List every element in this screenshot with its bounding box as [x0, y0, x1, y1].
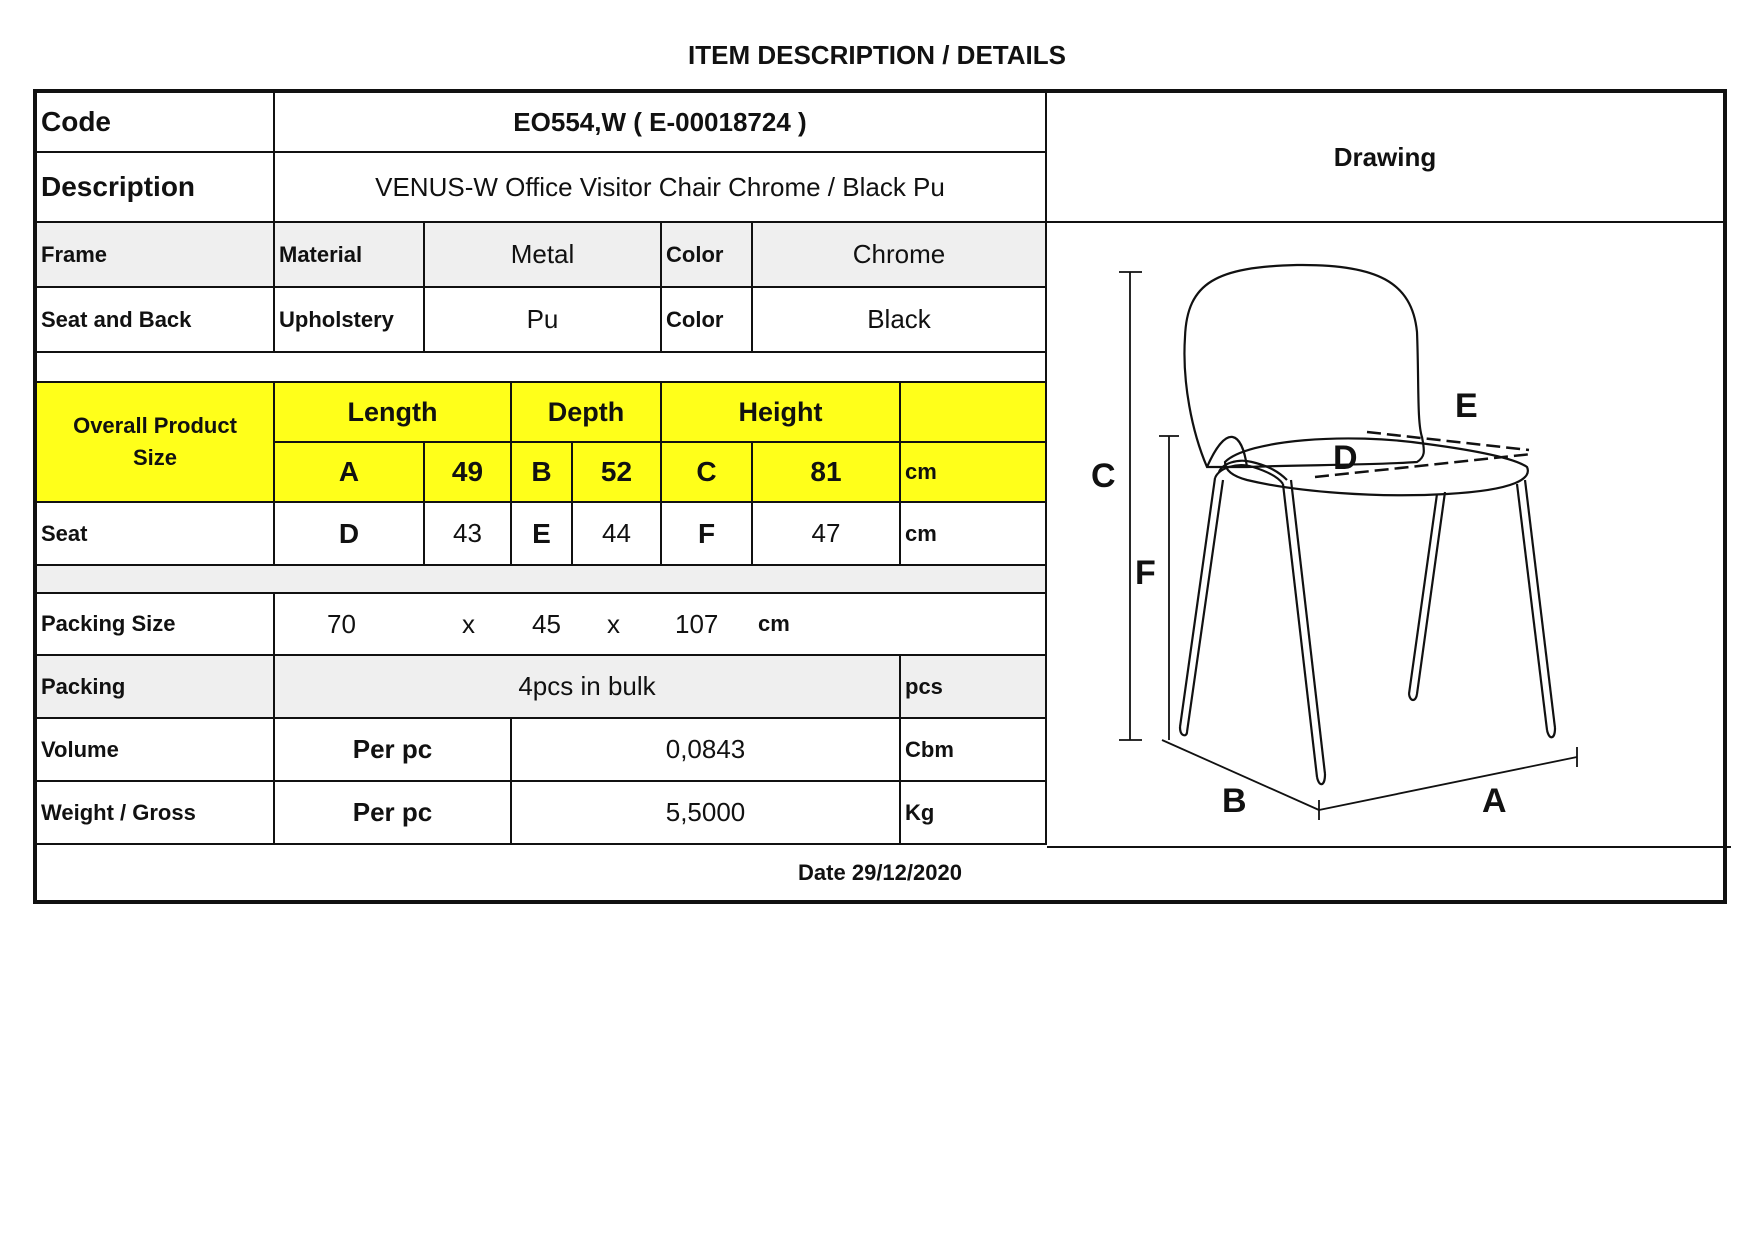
packing-size-label: Packing Size [37, 594, 275, 656]
packing-unit: pcs [901, 656, 1047, 719]
weight-value: 5,5000 [512, 782, 901, 845]
seat-unit: cm [901, 503, 1047, 566]
drawing-label-e: E [1455, 387, 1478, 425]
volume-per: Per pc [275, 719, 512, 782]
overall-unit: cm [901, 443, 1047, 503]
drawing-label-c: C [1091, 457, 1116, 495]
spacer-row-2 [37, 566, 1047, 594]
spacer-row [37, 353, 1047, 383]
packing-height: 107 [675, 608, 719, 639]
unit-header-empty [901, 383, 1047, 443]
b-label: B [512, 443, 573, 503]
seat-back-color-label: Color [662, 288, 753, 353]
seat-back-color-value: Black [753, 288, 1047, 353]
e-value: 44 [573, 503, 662, 566]
drawing-label-f: F [1135, 554, 1156, 592]
code-label: Code [37, 93, 275, 153]
weight-label: Weight / Gross [37, 782, 275, 845]
frame-material-value: Metal [425, 223, 662, 288]
f-label: F [662, 503, 753, 566]
c-value: 81 [753, 443, 901, 503]
c-label: C [662, 443, 753, 503]
drawing-area [1047, 223, 1731, 848]
code-value: EO554,W ( E-00018724 ) [275, 93, 1047, 153]
b-value: 52 [573, 443, 662, 503]
volume-value: 0,0843 [512, 719, 901, 782]
page-title: ITEM DESCRIPTION / DETAILS [688, 40, 1066, 70]
depth-header: Depth [512, 383, 662, 443]
drawing-header: Drawing [1047, 93, 1723, 223]
drawing-label-b: B [1222, 782, 1247, 820]
packing-size-unit: cm [758, 611, 790, 636]
date-footer: Date 29/12/2020 [798, 859, 962, 885]
frame-label: Frame [37, 223, 275, 288]
spec-sheet [33, 89, 1727, 904]
chair-drawing [1047, 223, 1731, 847]
height-header: Height [662, 383, 901, 443]
f-value: 47 [753, 503, 901, 566]
packing-length: 70 [327, 608, 356, 639]
length-header: Length [275, 383, 512, 443]
a-label: A [275, 443, 425, 503]
frame-color-value: Chrome [753, 223, 1047, 288]
seat-label: Seat [37, 503, 275, 566]
e-label: E [512, 503, 573, 566]
seat-back-material-value: Pu [425, 288, 662, 353]
drawing-label-d: D [1333, 439, 1358, 477]
weight-per: Per pc [275, 782, 512, 845]
d-value: 43 [425, 503, 512, 566]
volume-unit: Cbm [901, 719, 1047, 782]
seat-back-material-label: Upholstery [275, 288, 425, 353]
frame-material-label: Material [275, 223, 425, 288]
description-value: VENUS-W Office Visitor Chair Chrome / Black Pu [275, 153, 1047, 223]
drawing-label-a: A [1482, 782, 1507, 820]
weight-unit: Kg [901, 782, 1047, 845]
packing-x2: x [607, 608, 620, 639]
overall-size-label: Overall Product Size [37, 383, 275, 503]
d-label: D [275, 503, 425, 566]
packing-x1: x [462, 608, 475, 639]
packing-size-values [275, 594, 1047, 656]
seat-back-label: Seat and Back [37, 288, 275, 353]
a-value: 49 [425, 443, 512, 503]
packing-width: 45 [532, 608, 561, 639]
frame-color-label: Color [662, 223, 753, 288]
packing-label: Packing [37, 656, 275, 719]
volume-label: Volume [37, 719, 275, 782]
description-label: Description [37, 153, 275, 223]
packing-value: 4pcs in bulk [275, 656, 901, 719]
